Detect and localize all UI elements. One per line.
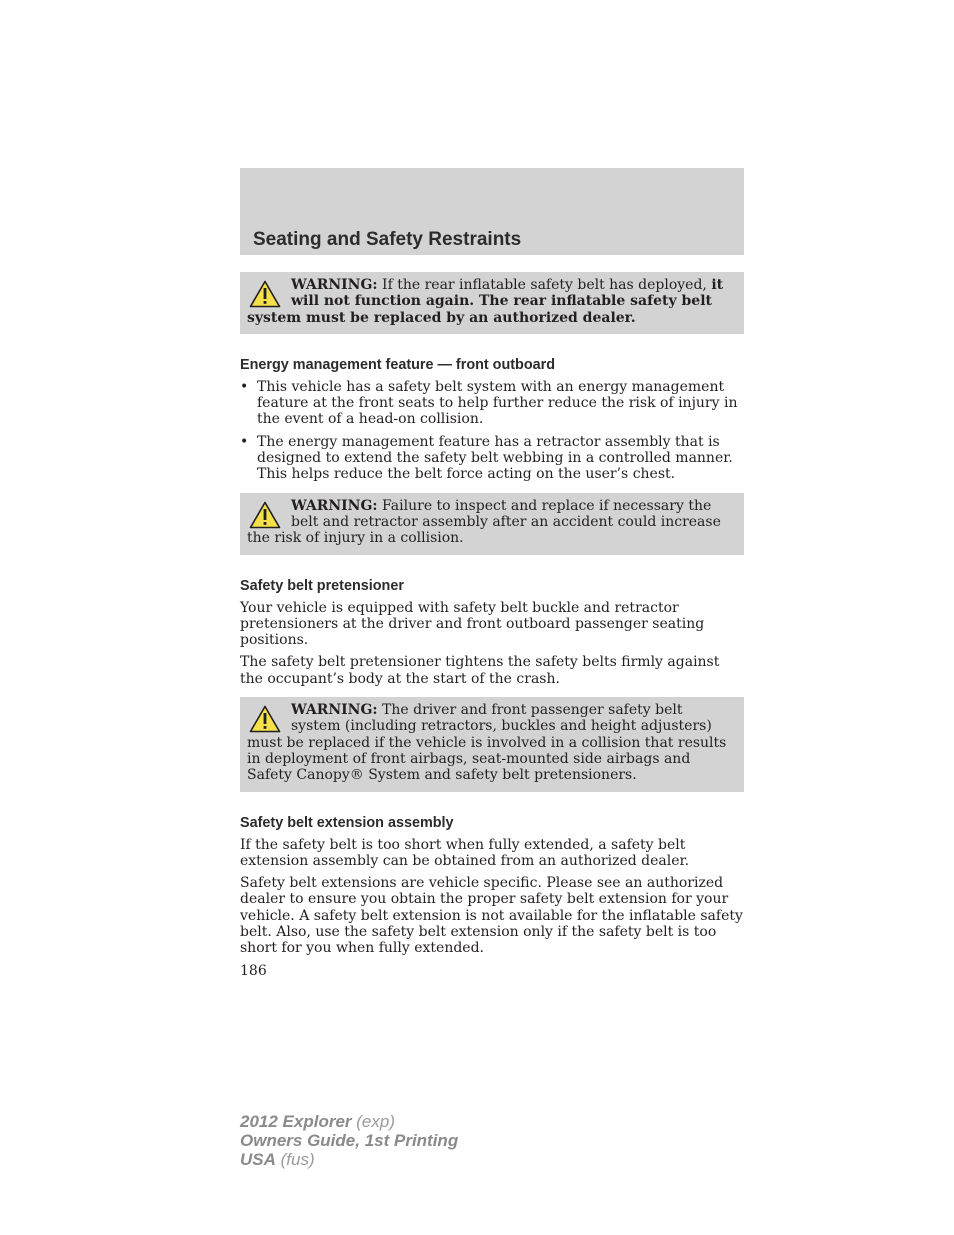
energy-bullet-list bbox=[240, 379, 744, 483]
list-item-text: The energy management feature has a retractor assembly that is designed to extend the safety belt webbing in a controlled manner. This helps reduce the belt force acting on the user’s chest. bbox=[257, 433, 733, 483]
warning-label: WARNING: bbox=[291, 497, 378, 514]
list-item bbox=[240, 434, 744, 483]
list-item bbox=[240, 379, 744, 428]
warning-box-1 bbox=[240, 272, 744, 334]
footer-market-code: (fus) bbox=[280, 1150, 315, 1169]
warning-triangle-icon bbox=[249, 705, 281, 733]
page-number: 186 bbox=[240, 962, 267, 979]
section-header-band bbox=[240, 168, 744, 255]
paragraph: Your vehicle is equipped with safety belt buckle and retractor pretensioners at the driver and front outboard passenger seating positions. bbox=[240, 599, 705, 649]
footer-market: USA bbox=[240, 1150, 276, 1169]
section-heading-extension: Safety belt extension assembly bbox=[240, 814, 454, 831]
paragraph: Safety belt extensions are vehicle specific. Please see an authorized dealer to ensure you obtain the proper safety belt extension for your vehicle. A safety belt extension is not available for the inflatable safety belt. Also, use the safety belt extension only if the safety belt is too short for you when fully extended. bbox=[240, 875, 743, 957]
warning-bold-text: it will not function again. The rear inflatable safety belt system must be replaced by an authorized dealer. bbox=[247, 277, 724, 326]
warning-triangle-icon bbox=[249, 501, 281, 529]
warning-triangle-icon bbox=[249, 280, 281, 308]
document-footer bbox=[240, 1112, 458, 1169]
section-heading-pretensioner: Safety belt pretensioner bbox=[240, 577, 404, 594]
footer-model-code: (exp) bbox=[356, 1112, 395, 1131]
paragraph: The safety belt pretensioner tightens the safety belts firmly against the occupant’s body at the start of the crash. bbox=[240, 654, 720, 687]
warning-text: Failure to inspect and replace if necessary the belt and retractor assembly after an accident could increase the risk of injury in a collision. bbox=[247, 497, 721, 547]
warning-label: WARNING: bbox=[291, 277, 378, 293]
warning-box-2 bbox=[240, 493, 744, 555]
footer-line-3 bbox=[240, 1150, 458, 1169]
warning-text: The driver and front passenger safety belt system (including retractors, buckles and height adjusters) must be replaced if the vehicle is involved in a collision that results in deployment of front airbags, seat-mounted side airbags and Safety Canopy® System and safety belt pretensioners. bbox=[247, 702, 727, 784]
paragraph: If the safety belt is too short when fully extended, a safety belt extension assembly can be obtained from an authorized dealer. bbox=[240, 836, 690, 869]
bullet-glyph: • bbox=[240, 433, 249, 450]
warning-box-3 bbox=[240, 697, 744, 791]
warning-label: WARNING: bbox=[291, 702, 378, 719]
footer-model: 2012 Explorer bbox=[240, 1112, 352, 1131]
footer-line-2 bbox=[240, 1131, 458, 1150]
page-content bbox=[240, 168, 744, 979]
footer-guide: Owners Guide, 1st Printing bbox=[240, 1131, 459, 1150]
footer-line-1 bbox=[240, 1112, 458, 1131]
bullet-glyph: • bbox=[240, 378, 249, 395]
warning-text: If the rear inflatable safety belt has deployed, bbox=[382, 277, 707, 293]
section-heading-energy: Energy management feature — front outboard bbox=[240, 356, 556, 373]
list-item-text: This vehicle has a safety belt system with an energy management feature at the front seats to help further reduce the risk of injury in the event of a head-on collision. bbox=[257, 378, 738, 428]
page-title: Seating and Safety Restraints bbox=[253, 229, 522, 250]
